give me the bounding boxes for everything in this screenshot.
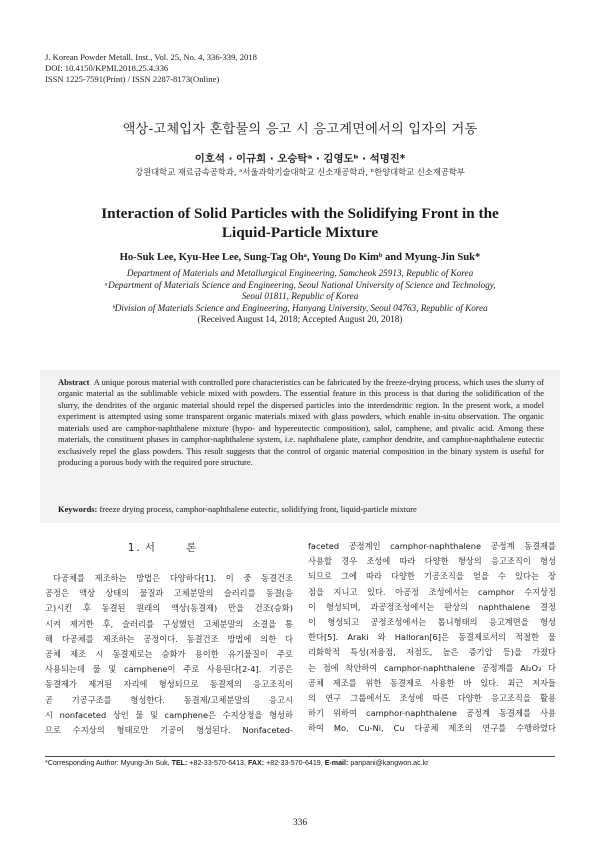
footnote-rule	[45, 756, 555, 757]
right-line: 공체 제조를 위한 동결제로 사용한 바 있다. 최근 저자들	[308, 677, 556, 688]
right-line: 의 연구 그룹에서도 조성에 따른 다양한 응고조직을 활용	[308, 693, 556, 704]
journal-doi: DOI: 10.4150/KPMI.2018.25.4.336	[45, 63, 169, 73]
right-line: 하기 위하여 camphor-naphthalene 공정계 동결제를 사용	[308, 708, 556, 719]
left-line: 공체 제조 시 동결제로는 승화가 용이한 유기물질이 주로	[45, 649, 293, 660]
english-title	[0, 204, 600, 242]
left-line: 공정은 액상 상태의 물질과 고체분말의 슬러리를 동결(응	[45, 588, 293, 599]
footnote-email-label: E-mail:	[324, 759, 349, 767]
left-line: 해 다공체를 제조하는 공정이다. 동결건조 방법에 의한 다	[45, 633, 293, 644]
affiliation-3: ᵇDivision of Materials Science and Engineering, Hanyang University, Seoul 04763, Republic of Korea	[112, 302, 488, 313]
abstract	[58, 377, 544, 469]
left-line: 곧 기공구조를 형성한다. 동결제/고체분말의 응고시	[45, 694, 293, 705]
abstract-label: Abstract	[58, 377, 90, 387]
page-number: 336	[292, 818, 308, 828]
korean-title: 액상-고체입자 혼합물의 응고 시 응고계면에서의 입자의 거동	[122, 122, 478, 137]
section-number: 1.	[127, 542, 142, 554]
keywords-label: Keywords:	[58, 504, 98, 514]
left-line: 므로 수지상의 형태로만 기공이 형성된다. Nonfaceted-	[45, 725, 293, 736]
footnote-fax-label: FAX:	[247, 759, 265, 767]
korean-affiliation: 강원대학교 재료금속공학과, ᵃ서울과학기술대학교 신소재공학과, ᵇ한양대학교 신소재공학부	[135, 167, 465, 177]
right-line: faceted 공정계인 camphor-naphthalene 공정계 동결제를	[308, 541, 556, 551]
journal-citation: J. Korean Powder Metall. Inst., Vol. 25, No. 4, 336-339, 2018	[45, 52, 257, 62]
footnote-label: *Corresponding Author:	[45, 759, 119, 767]
affiliation-2-cont: Seoul 01811, Republic of Korea	[241, 291, 359, 302]
right-line: 리화학적 특성(저융점, 저점도, 높은 증기압 등)을 가졌다	[308, 647, 556, 658]
keywords-text: freeze drying process, camphor-naphthalene eutectic, solidifying front, liquid-particle mixture	[99, 504, 417, 514]
right-line: 점을 지니고 있다. 아공정 조성에서는 camphor 수지상정	[308, 586, 556, 597]
right-line: 하여 Mo, Cu-Ni, Cu 다공체 제조의 연구를 수행하였다	[308, 723, 556, 734]
left-line: 다공체를 제조하는 방법은 다양하다[1]. 이 중 동결건조	[53, 573, 293, 583]
left-column	[45, 571, 293, 738]
right-line: 이 형성되고 공정조성에서는 톱니형태의 응고계면을 형성	[308, 617, 556, 628]
section-heading	[45, 539, 293, 554]
journal-issn: ISSN 1225-7591(Print) / ISSN 2287-8173(Online)	[45, 74, 220, 84]
footnote-tel-label: TEL:	[171, 759, 188, 767]
section-title: 서 론	[144, 542, 211, 554]
right-line: 사용할 경우 조성에 따라 다양한 형상의 응고조직이 형성	[308, 556, 556, 567]
right-line: 한다[5]. Araki 와 Halloran[6]은 동결제로서의 적절한 물	[308, 632, 556, 643]
left-line: 사용되는데 물 및 camphene이 주로 사용된다[2-4]. 기공은	[45, 664, 293, 675]
left-line: 고)시킨 후 동결된 원래의 액상(동결제) 만을 건조(승화)	[45, 603, 293, 614]
footnote-name: Myung-Jin Suk,	[120, 759, 170, 767]
journal-info	[45, 52, 257, 85]
english-affiliations	[40, 268, 560, 326]
keywords	[58, 504, 544, 514]
right-column	[308, 539, 556, 737]
affiliation-1: Department of Materials and Metallurgical Engineering, Samcheok 25913, Republic of Korea	[126, 268, 474, 278]
footnote-fax: +82-33-570-6419,	[266, 759, 323, 767]
received-dates: (Received August 14, 2018; Accepted August 20, 2018)	[197, 314, 403, 325]
footnote-tel: +82-33-570-6413,	[189, 759, 246, 767]
left-line: 시 nonfaceted 상인 물 및 camphene은 수지상정을 형성하	[45, 709, 293, 720]
left-line: 시켜 제거한 후, 슬러리를 구성했던 고체분말의 소결을 통	[45, 618, 293, 629]
english-title-line2: Liquid-Particle Mixture	[221, 224, 379, 241]
left-line: 동결제가 제거된 자리에 형성되므로 동결제의 응고조직이	[45, 679, 293, 690]
korean-authors: 이호석 · 이규희 · 오승탁ᵃ · 김영도ᵇ · 석명진*	[194, 153, 406, 165]
affiliation-2: ᵃDepartment of Materials Science and Engineering, Seoul National University of Science and Technology,	[104, 279, 496, 290]
footnote	[45, 759, 555, 767]
footnote-email[interactable]: panpani@kangwon.ac.kr	[350, 759, 429, 767]
english-title-line1: Interaction of Solid Particles with the Solidifying Front in the	[101, 205, 499, 222]
right-line: 이 형성되며, 과공정조성에서는 판상의 naphthalene 결정	[308, 601, 556, 612]
abstract-text: A unique porous material with controlled pore characteristics can be fabricated by the freeze-drying process, which uses the slurry of organic material as the sublimable vehicle mixed with powders. The essential feature in this process is that during the solidification of the slurry, the dendrites of the organic material should repel the dispersed particles into the interdendritic region. In the present work, a model experiment is attempted using some transparent organic materials mixed with glass powders, which enable in-situ observation. The organic materials used are camphor-naphthalene mixture (hypo- and hypereutectic composition), salol, camphene, and pivalic acid. Among these materials, the constituent phases in camphor-naphthalene system, i.e. naphthalene plate, camphor dendrite, and camphor-naphthalene eutectic exclusively repel the glass powders. This result suggests that the control of organic material composition in the binary system is useful for producing a porous body with the required pore structure.	[58, 377, 544, 468]
right-line: 되므로 그에 따라 다양한 기공조직을 얻을 수 있다는 장	[308, 571, 556, 582]
english-authors: Ho-Suk Lee, Kyu-Hee Lee, Sung-Tag Ohᵃ, Young Do Kimᵇ and Myung-Jin Suk*	[119, 252, 481, 263]
right-line: 는 점에 착안하여 camphor-naphthalene 공정계를 Al₂O₃ 다	[308, 662, 556, 673]
